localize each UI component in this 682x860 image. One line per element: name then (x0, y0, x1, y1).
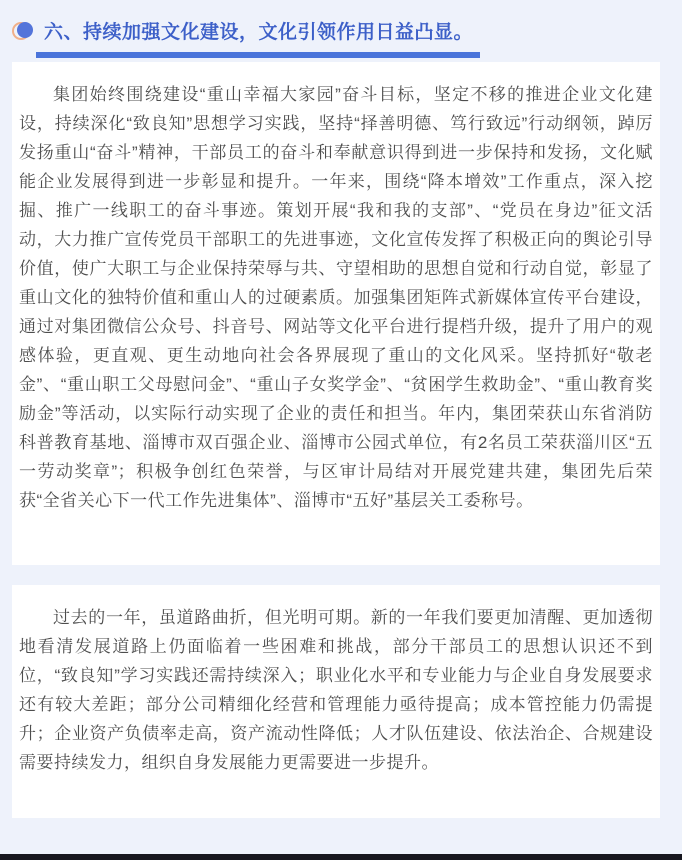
content-card-1 (12, 62, 660, 565)
footer-bar (0, 854, 682, 860)
paragraph-culture-building: 集团始终围绕建设“重山幸福大家园”奋斗目标，坚定不移的推进企业文化建设，持续深化“致良知”思想学习实践，坚持“择善明德、笃行致远”行动纲领，踔厉发扬重山“奋斗”精神，干部员工的奋斗和奉献意识得到进一步保持和发扬，文化赋能企业发展得到进一步彰显和提升。一年来，围绕“降本增效”工作重点，深入挖掘、推广一线职工的奋斗事迹。策划开展“我和我的支部”、“党员在身边”征文活动，大力推广宣传党员干部职工的先进事迹，文化宣传发挥了积极正向的舆论引导价值，使广大职工与企业保持荣辱与共、守望相助的思想自觉和行动自觉，彰显了重山文化的独特价值和重山人的过硬素质。加强集团矩阵式新媒体宣传平台建设，通过对集团微信公众号、抖音号、网站等文化平台进行提档升级，提升了用户的观感体验，更直观、更生动地向社会各界展现了重山的文化风采。坚持抓好“敬老金”、“重山职工父母慰问金”、“重山子女奖学金”、“贫困学生救助金”、“重山教育奖励金”等活动，以实际行动实现了企业的责任和担当。年内，集团荣获山东省消防科普教育基地、淄博市双百强企业、淄博市公园式单位，有2名员工荣获淄川区“五一劳动奖章”；积极争创红色荣誉，与区审计局结对开展党建共建，集团先后荣获“全省关心下一代工作先进集体”、淄博市“五好”基层关工委称号。 (19, 85, 653, 510)
content-card-2 (12, 585, 660, 818)
section-header (10, 14, 672, 48)
section-bullet-icon (12, 21, 36, 41)
bullet-dot-icon (17, 22, 33, 38)
section-title: 六、持续加强文化建设，文化引领作用日益凸显。 (44, 22, 474, 43)
title-underline (36, 52, 480, 58)
paragraph-outlook-challenges: 过去的一年，虽道路曲折，但光明可期。新的一年我们要更加清醒、更加透彻地看清发展道路上仍面临着一些困难和挑战，部分干部员工的思想认识还不到位，“致良知”学习实践还需持续深入；职业化水平和专业能力与企业自身发展要求还有较大差距；部分公司精细化经营和管理能力亟待提高；成本管控能力仍需提升；企业资产负债率走高，资产流动性降低；人才队伍建设、依法治企、合规建设需要持续发力，组织自身发展能力更需要进一步提升。 (19, 608, 653, 772)
